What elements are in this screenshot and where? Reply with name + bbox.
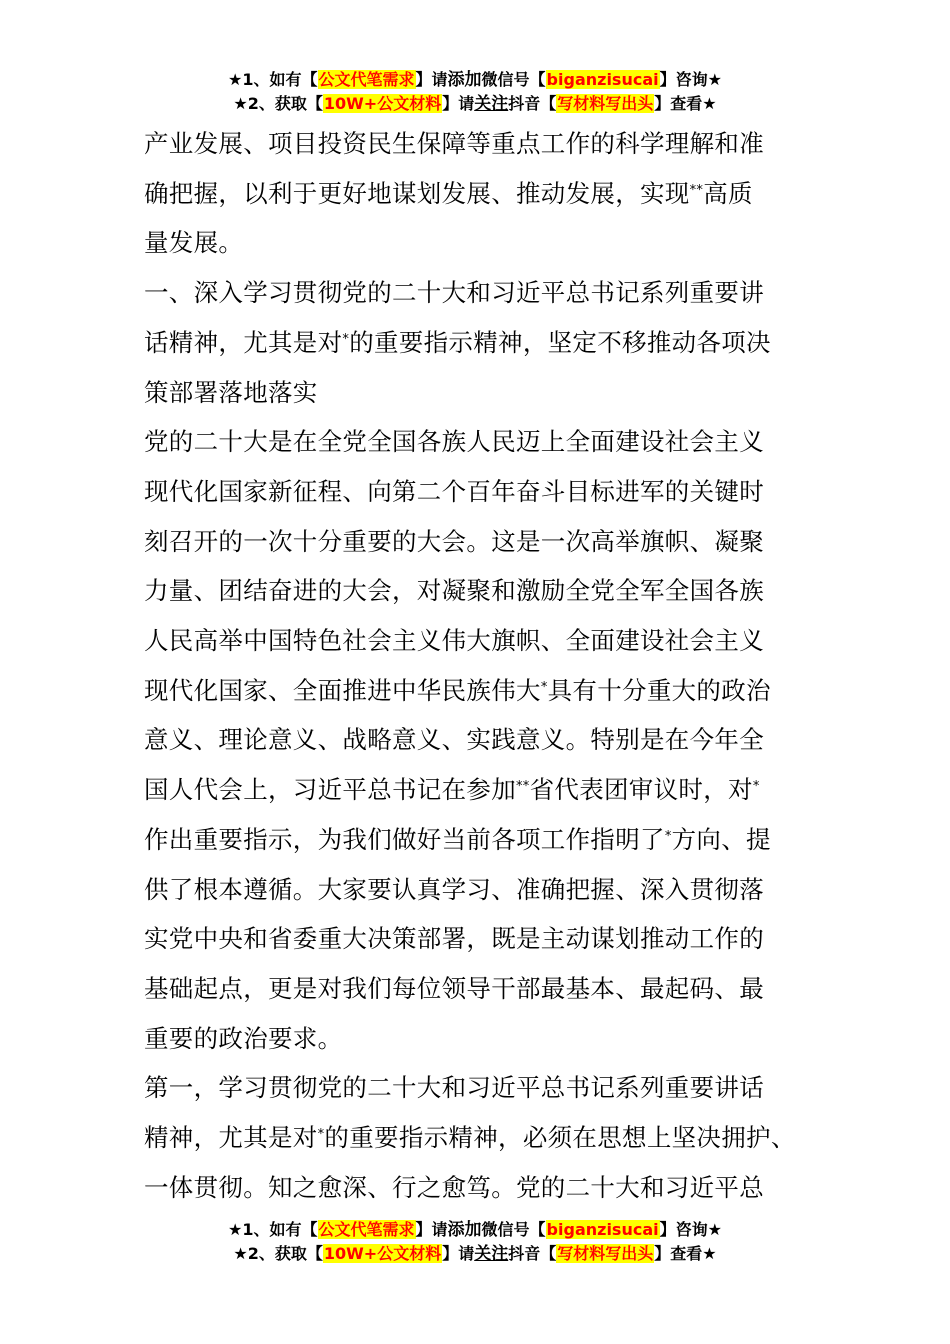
banner-emphasis: 添加 — [447, 1220, 482, 1240]
header-banner — [0, 68, 950, 116]
section-heading-1 — [144, 268, 810, 417]
text-line: 国人代会上，习近平总书记在参加 — [144, 775, 516, 805]
text-line: 量发展。 — [144, 228, 244, 258]
banner-line-1 — [0, 68, 950, 92]
redaction-mark: ** — [689, 182, 704, 198]
paragraph-intro — [144, 119, 810, 268]
text-line: 现代化国家、全面推进中华民族伟大 — [144, 675, 541, 705]
redaction-mark: * — [540, 679, 548, 695]
text-line: 产业发展、项目投资民生保障等重点工作的科学理解和准 — [144, 129, 764, 158]
heading-line: 的重要指示精神，坚定不移推动各项决 — [349, 327, 771, 357]
text-line: 力量、团结奋进的大会，对凝聚和激励全党全军全国各族 — [144, 576, 764, 606]
heading-line: 一、深入学习贯彻党的二十大和习近平总书记系列重要讲 — [144, 278, 764, 308]
banner-text: ★2、获取【 — [233, 1244, 323, 1263]
redaction-mark: ** — [516, 779, 530, 795]
banner-text: 】请 — [442, 94, 475, 113]
text-line: 供了根本遵循。大家要认真学习、准确把握、深入贯彻落 — [144, 874, 764, 904]
highlight-service: 公文代笔需求 — [318, 70, 415, 89]
banner-line-2 — [0, 1242, 950, 1266]
banner-text: 微信号【 — [481, 1220, 546, 1239]
text-line: 基础起点，更是对我们每位领导干部最基本、最起码、最 — [144, 973, 764, 1003]
banner-text: 抖音【 — [508, 94, 557, 113]
document-body — [144, 119, 810, 1212]
banner-text: 】咨询★ — [659, 1220, 722, 1239]
banner-line-2 — [0, 92, 950, 116]
text-line: 确把握，以利于更好地谋划发展、推动发展，实现 — [144, 178, 690, 208]
highlight-douyin-account: 写材料写出头 — [557, 94, 654, 113]
redaction-mark: * — [664, 828, 672, 844]
text-line: 第一，学习贯彻党的二十大和习近平总书记系列重要讲话 — [144, 1073, 764, 1103]
banner-line-1 — [0, 1218, 950, 1242]
text-line: 党的二十大是在全党全国各族人民迈上全面建设社会主义 — [144, 427, 764, 457]
highlight-wechat-id: biganzisucai — [546, 1220, 659, 1239]
heading-line: 话精神，尤其是对 — [144, 327, 343, 357]
banner-text: 】请 — [415, 1220, 448, 1239]
banner-emphasis: 关注 — [474, 1244, 509, 1264]
banner-text: 】查看★ — [654, 1244, 717, 1263]
banner-text: 】查看★ — [654, 94, 717, 113]
text-line: 一体贯彻。知之愈深、行之愈笃。党的二十大和习近平总 — [144, 1172, 764, 1202]
banner-text: ★1、如有【 — [228, 1220, 318, 1239]
highlight-douyin-account: 写材料写出头 — [557, 1244, 654, 1263]
text-line: 具有十分重大的政治 — [547, 675, 771, 705]
text-line: 作出重要指示，为我们做好当前各项工作指明了 — [144, 824, 665, 854]
banner-text: 】请 — [415, 70, 448, 89]
banner-text: 】请 — [442, 1244, 475, 1263]
text-line: 意义、理论意义、战略意义、实践意义。特别是在今年全 — [144, 725, 764, 755]
footer-banner — [0, 1218, 950, 1266]
text-line: 精神，尤其是对 — [144, 1123, 318, 1153]
banner-text: 抖音【 — [508, 1244, 557, 1263]
text-line: 现代化国家新征程、向第二个百年奋斗目标进军的关键时 — [144, 476, 764, 506]
banner-text: ★1、如有【 — [228, 70, 318, 89]
text-line: 省代表团审议时，对 — [529, 775, 753, 805]
text-line: 人民高举中国特色社会主义伟大旗帜、全面建设社会主义 — [144, 626, 764, 656]
banner-emphasis: 添加 — [447, 70, 482, 90]
paragraph-first-point — [144, 1063, 810, 1212]
text-line: 重要的政治要求。 — [144, 1023, 343, 1053]
text-line: 的重要指示精神，必须在思想上坚决拥护、 — [324, 1123, 796, 1153]
banner-text: ★2、获取【 — [233, 94, 323, 113]
highlight-wechat-id: biganzisucai — [546, 70, 659, 89]
text-line: 高质 — [703, 178, 753, 208]
banner-text: 微信号【 — [481, 70, 546, 89]
paragraph-congress — [144, 417, 810, 1063]
heading-line: 策部署落地落实 — [144, 377, 318, 407]
redaction-mark: * — [342, 331, 350, 347]
text-line: 刻召开的一次十分重要的大会。这是一次高举旗帜、凝聚 — [144, 526, 764, 556]
banner-text: 】咨询★ — [659, 70, 722, 89]
text-line: 方向、提 — [671, 824, 771, 854]
text-line: 实党中央和省委重大决策部署，既是主动谋划推动工作的 — [144, 924, 764, 954]
highlight-materials: 10W+公文材料 — [323, 94, 442, 113]
banner-emphasis: 关注 — [474, 94, 509, 114]
redaction-mark: * — [317, 1127, 325, 1143]
highlight-service: 公文代笔需求 — [318, 1220, 415, 1239]
redaction-mark: * — [752, 779, 760, 795]
highlight-materials: 10W+公文材料 — [323, 1244, 442, 1263]
